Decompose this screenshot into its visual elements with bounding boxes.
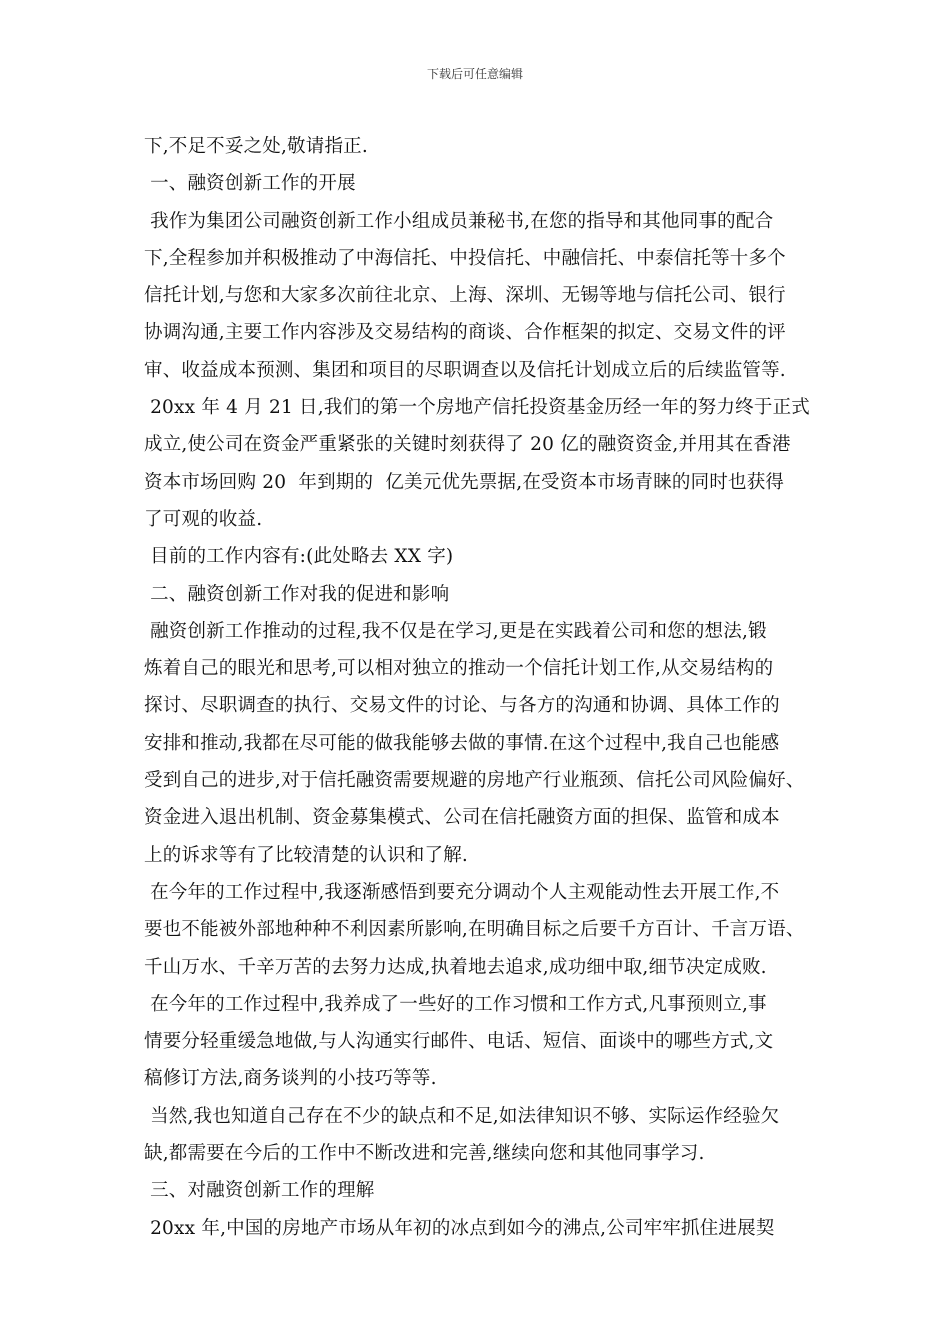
text-line: 20xx 年 4 月 21 日,我们的第一个房地产信托投资基金历经一年的努力终于正式 xyxy=(144,397,810,419)
text-line: 上的诉求等有了比较清楚的认识和了解. xyxy=(144,844,468,866)
section-heading: 二、融资创新工作对我的促进和影响 xyxy=(144,583,450,605)
text-line: 要也不能被外部地种种不利因素所影响,在明确目标之后要千方百计、千言万语、 xyxy=(144,919,805,941)
text-line: 当然,我也知道自己存在不少的缺点和不足,如法律知识不够、实际运作经验欠 xyxy=(144,1105,780,1127)
text-line: 资金进入退出机制、资金募集模式、公司在信托融资方面的担保、监管和成本 xyxy=(144,807,780,829)
section-heading: 一、融资创新工作的开展 xyxy=(144,173,356,195)
text-line: 审、收益成本预测、集团和项目的尽职调查以及信托计划成立后的后续监管等. xyxy=(144,359,786,381)
text-line: 下,全程参加并积极推动了中海信托、中投信托、中融信托、中泰信托等十多个 xyxy=(144,247,786,269)
text-line: 成立,使公司在资金严重紧张的关键时刻获得了 20 亿的融资资金,并用其在香港 xyxy=(144,434,791,456)
text-line: 信托计划,与您和大家多次前往北京、上海、深圳、无锡等地与信托公司、银行 xyxy=(144,285,786,307)
text-line: 了可观的收益. xyxy=(144,508,263,530)
document-body xyxy=(144,128,824,1247)
text-line: 探讨、尽职调查的执行、交易文件的讨论、与各方的沟通和协调、具体工作的 xyxy=(144,695,780,717)
text-line: 情要分轻重缓急地做,与人沟通实行邮件、电话、短信、面谈中的哪些方式,文 xyxy=(144,1031,774,1053)
text-line: 在今年的工作过程中,我逐渐感悟到要充分调动个人主观能动性去开展工作,不 xyxy=(144,881,780,903)
text-line: 千山万水、千辛万苦的去努力达成,执着地去追求,成功细中取,细节决定成败. xyxy=(144,956,767,978)
text-line: 受到自己的进步,对于信托融资需要规避的房地产行业瓶颈、信托公司风险偏好、 xyxy=(144,770,805,792)
text-line: 缺,都需要在今后的工作中不断改进和完善,继续向您和其他同事学习. xyxy=(144,1143,705,1165)
text-line: 20xx 年,中国的房地产市场从年初的冰点到如今的沸点,公司牢牢抓住进展契 xyxy=(144,1217,775,1239)
text-line: 融资创新工作推动的过程,我不仅是在学习,更是在实践着公司和您的想法,锻 xyxy=(144,620,767,642)
text-line: 协调沟通,主要工作内容涉及交易结构的商谈、合作框架的拟定、交易文件的评 xyxy=(144,322,786,344)
text-line: 我作为集团公司融资创新工作小组成员兼秘书,在您的指导和其他同事的配合 xyxy=(144,210,774,232)
page-header: 下载后可任意编辑 xyxy=(426,67,523,81)
text-line: 炼着自己的眼光和思考,可以相对独立的推动一个信托计划工作,从交易结构的 xyxy=(144,658,774,680)
text-line: 资本市场回购 20 年到期的 亿美元优先票据,在受资本市场青睐的同时也获得 xyxy=(144,471,785,493)
section-heading: 三、对融资创新工作的理解 xyxy=(144,1180,375,1202)
text-line: 安排和推动,我都在尽可能的做我能够去做的事情.在这个过程中,我自己也能感 xyxy=(144,732,780,754)
text-line: 在今年的工作过程中,我养成了一些好的工作习惯和工作方式,凡事预则立,事 xyxy=(144,993,767,1015)
text-line: 稿修订方法,商务谈判的小技巧等等. xyxy=(144,1068,437,1090)
text-line: 目前的工作内容有:(此处略去 XX 字) xyxy=(144,546,454,568)
text-line: 下,不足不妥之处,敬请指正. xyxy=(144,136,368,157)
